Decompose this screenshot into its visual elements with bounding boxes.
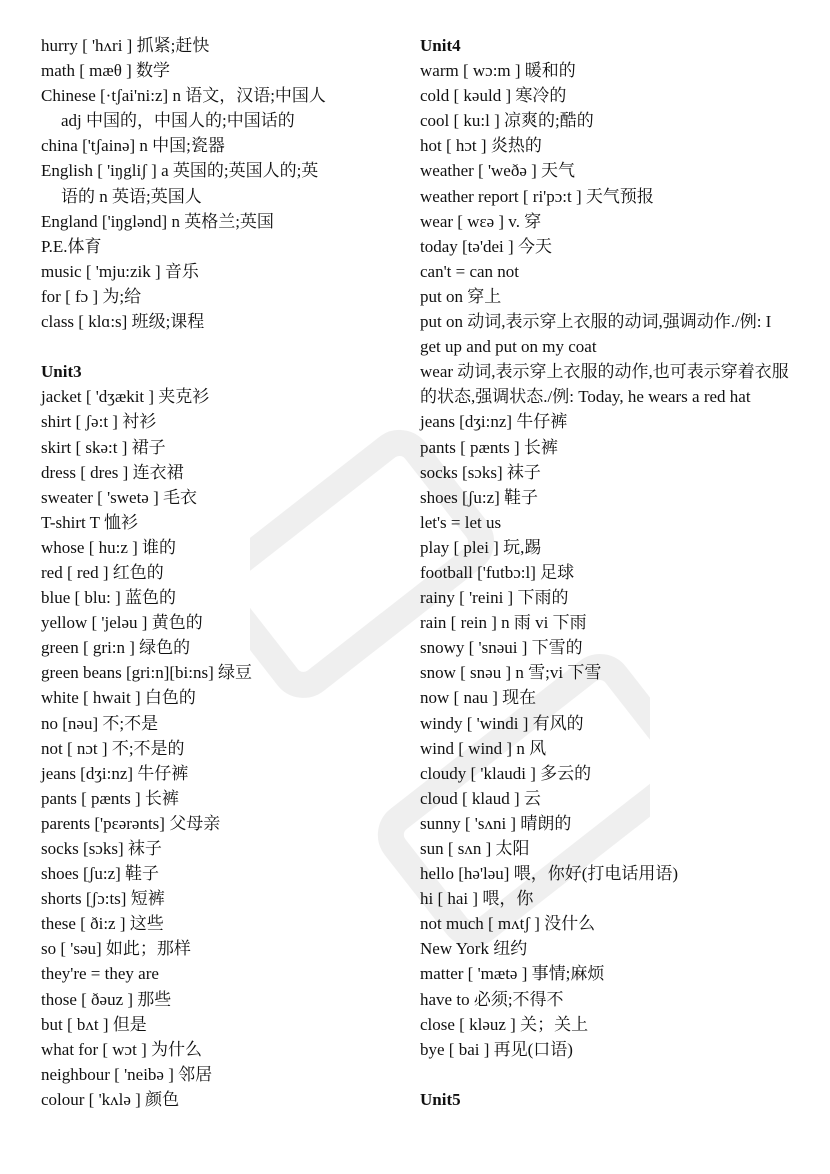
vocab-line: have to 必须;不得不 — [420, 989, 564, 1009]
vocab-line: let's = let us — [420, 512, 502, 532]
spacer — [41, 334, 401, 359]
vocab-line: sun [ sʌn ] 太阳 — [420, 839, 530, 858]
vocab-line: class [ klɑ:s] 班级;课程 — [41, 312, 205, 332]
wear-note: wear 动词,表示穿上衣服的动作,也可表示穿着衣服的状态,强调状态./例: Today, he wears a red hat — [420, 362, 789, 407]
vocab-line: not much [ mʌtʃ ] 没什么 — [420, 914, 596, 934]
vocab-line: parents ['pεərənts] 父母亲 — [41, 813, 221, 833]
vocab-line: hi [ hai ] 喂，你 — [420, 889, 534, 909]
vocab-line: what for [ wɔt ] 为什么 — [41, 1039, 202, 1059]
vocab-line: snow [ snəu ] n 雪;vi 下雪 — [420, 663, 602, 683]
unit5-heading: Unit5 — [420, 1089, 461, 1109]
vocab-line: warm [ wɔ:m ] 暖和的 — [420, 61, 576, 81]
vocab-line: cloudy [ 'klaudi ] 多云的 — [420, 763, 592, 783]
vocab-line: play [ plei ] 玩,踢 — [420, 537, 542, 557]
vocab-line: pants [ pænts ] 长裤 — [420, 437, 558, 457]
vocab-line: wind [ wind ] n 风 — [420, 738, 547, 758]
vocab-line: socks [sɔks] 袜子 — [420, 462, 541, 482]
vocab-line: neighbour [ 'neibə ] 邻居 — [41, 1064, 213, 1084]
vocab-line: but [ bʌt ] 但是 — [41, 1014, 147, 1034]
vocab-line: dress [ dres ] 连衣裙 — [41, 462, 184, 482]
vocab-line: these [ ði:z ] 这些 — [41, 914, 164, 934]
vocab-line: those [ ðəuz ] 那些 — [41, 989, 172, 1009]
vocab-line: English [ 'iŋgliʃ ] a 英国的;英国人的;英 — [41, 161, 319, 181]
vocab-line: cool [ ku:l ] 凉爽的;酷的 — [420, 111, 594, 131]
vocab-line: hot [ hɔt ] 炎热的 — [420, 136, 542, 156]
unit4-heading: Unit4 — [420, 36, 461, 55]
vocab-line: shoes [ʃu:z] 鞋子 — [41, 864, 160, 884]
vocab-line: snowy [ 'snəui ] 下雪的 — [420, 638, 583, 658]
vocab-line: so [ 'səu] 如此；那样 — [41, 939, 191, 959]
vocab-line: math [ mæθ ] 数学 — [41, 61, 171, 81]
vocab-line: blue [ blu: ] 蓝色的 — [41, 588, 177, 608]
vocab-line: not [ nɔt ] 不;不是的 — [41, 738, 185, 758]
vocab-line: green [ gri:n ] 绿色的 — [41, 638, 191, 658]
vocab-line: shirt [ ʃə:t ] 衬衫 — [41, 412, 157, 432]
right-column — [420, 33, 792, 1112]
vocab-line: rain [ rein ] n 雨 vi 下雨 — [420, 613, 587, 633]
unit3-heading: Unit3 — [41, 362, 82, 382]
vocab-line: hurry [ 'hʌri ] 抓紧;赶快 — [41, 36, 210, 55]
vocab-line: cloud [ klaud ] 云 — [420, 788, 541, 808]
vocab-line: sweater [ 'swetə ] 毛衣 — [41, 487, 198, 507]
vocab-line: bye [ bai ] 再见(口语) — [420, 1039, 573, 1059]
vocab-line: they're = they are — [41, 964, 159, 984]
vocab-line: windy [ 'windi ] 有风的 — [420, 713, 584, 733]
vocab-line: sunny [ 'sʌni ] 晴朗的 — [420, 813, 572, 833]
vocab-line: jeans [dʒi:nz] 牛仔裤 — [41, 763, 189, 783]
unit4-vocab-list — [420, 58, 792, 309]
vocab-line: colour [ 'kʌlə ] 颜色 — [41, 1089, 180, 1109]
vocab-line: wear [ wεə ] v. 穿 — [420, 211, 542, 231]
vocab-line: close [ kləuz ] 关；关上 — [420, 1014, 589, 1034]
vocab-line: England ['iŋglənd] n 英格兰;英国 — [41, 211, 274, 231]
vocab-line: can't = can not — [420, 261, 520, 281]
vocab-line: china ['tʃainə] n 中国;瓷器 — [41, 136, 225, 156]
vocab-line: hello [hə'ləu] 喂，你好(打电话用语) — [420, 864, 679, 884]
vocab-line: cold [ kəuld ] 寒冷的 — [420, 86, 567, 106]
vocab-line: skirt [ skə:t ] 裙子 — [41, 437, 166, 457]
vocab-line: 语的 n 英语;英国人 — [61, 186, 202, 206]
vocab-line: today [tə'dei ] 今天 — [420, 236, 552, 256]
spacer — [420, 1062, 792, 1087]
vocab-line: jeans [dʒi:nz] 牛仔裤 — [420, 412, 568, 432]
put-on-note: put on 动词,表示穿上衣服的动词,强调动作./例: I get up and put on my coat — [420, 312, 772, 357]
vocab-line: P.E.体育 — [41, 236, 102, 256]
vocab-line: matter [ 'mætə ] 事情;麻烦 — [420, 964, 605, 984]
vocab-line: socks [sɔks] 袜子 — [41, 839, 162, 858]
vocab-line: weather report [ ri'pɔ:t ] 天气预报 — [420, 186, 654, 206]
vocab-line: put on 穿上 — [420, 286, 502, 306]
vocab-line: Chinese [·tʃai'ni:z] n 语文，汉语;中国人 — [41, 86, 326, 106]
vocab-line: jacket [ 'dʒækit ] 夹克衫 — [41, 387, 210, 407]
vocab-line: New York 纽约 — [420, 939, 528, 959]
vocab-line: yellow [ 'jeləu ] 黄色的 — [41, 613, 203, 633]
vocab-line: music [ 'mju:zik ] 音乐 — [41, 261, 199, 281]
vocab-line: now [ nau ] 现在 — [420, 688, 537, 708]
vocab-line: red [ red ] 红色的 — [41, 562, 164, 582]
vocab-line: for [ fɔ ] 为;给 — [41, 286, 142, 306]
vocab-line: T-shirt T 恤衫 — [41, 512, 138, 532]
vocab-line: weather [ 'weðə ] 天气 — [420, 161, 576, 181]
vocab-line: football ['futbɔ:l] 足球 — [420, 562, 575, 582]
vocab-line: white [ hwait ] 白色的 — [41, 688, 196, 708]
vocab-line: green beans [gri:n][bi:ns] 绿豆 — [41, 663, 253, 683]
unit4-vocab-list-2 — [420, 409, 792, 1061]
unit3-vocab-list — [41, 384, 401, 1112]
vocab-line: shoes [ʃu:z] 鞋子 — [420, 487, 539, 507]
vocab-line: shorts [ʃɔ:ts] 短裤 — [41, 889, 165, 909]
vocab-line: rainy [ 'reini ] 下雨的 — [420, 588, 569, 608]
vocab-line: adj 中国的，中国人的;中国话的 — [61, 111, 295, 131]
vocab-line: no [nəu] 不;不是 — [41, 713, 159, 733]
left-vocab-list — [41, 33, 401, 334]
vocab-line: whose [ hu:z ] 谁的 — [41, 537, 177, 557]
vocab-line: pants [ pænts ] 长裤 — [41, 788, 179, 808]
left-column — [41, 33, 401, 1112]
